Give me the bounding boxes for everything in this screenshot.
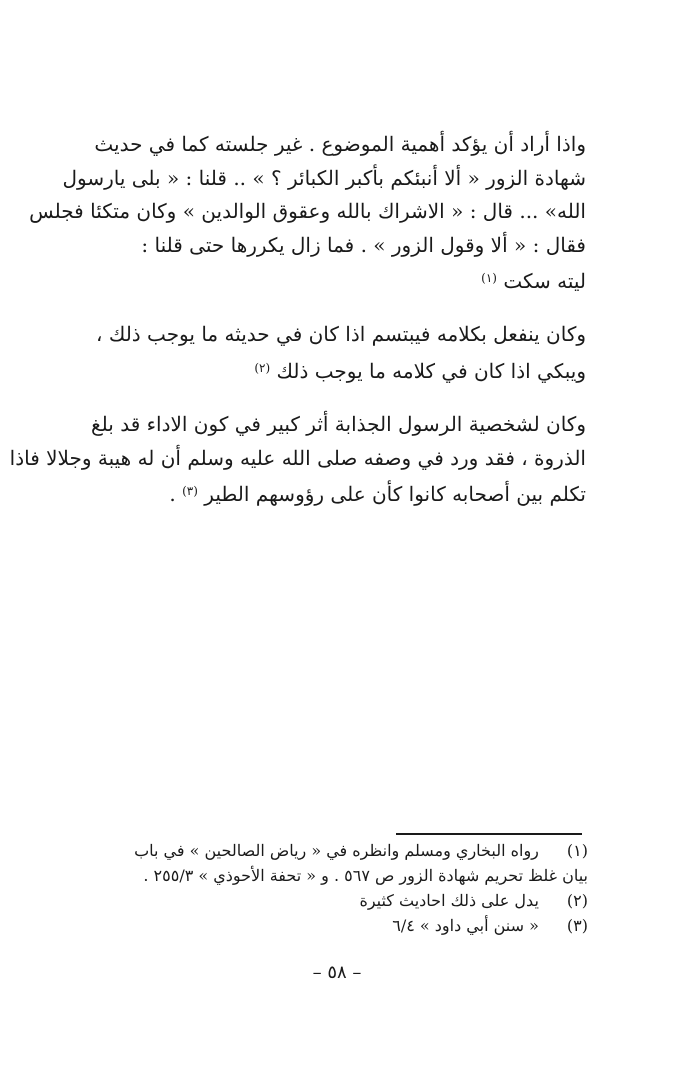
text-line: شهادة الزور « ألا أنبئكم بأكبر الكبائر ؟ » .. قلنا : « بلى يارسول xyxy=(62,165,586,190)
footnote-1-continued xyxy=(66,863,588,888)
footnote-text: رواه البخاري ومسلم وانظره في « رياض الصالحين » في باب xyxy=(134,841,539,860)
footnote-number: (٢) xyxy=(566,891,588,910)
text-fragment: ليته سكت xyxy=(503,269,586,293)
text-line: فقال : « ألا وقول الزور » . فما زال يكررها حتى قلنا : xyxy=(141,232,586,257)
footnote-number: (١) xyxy=(566,841,588,860)
footnote-ref-3: (٣) xyxy=(182,484,198,498)
footnote-text: يدل على ذلك احاديث كثيرة xyxy=(359,891,539,910)
footnote-2 xyxy=(66,888,588,913)
text-line: الذروة ، فقد ورد في وصفه صلى الله عليه وسلم أن له هيبة وجلالا فاذا xyxy=(9,445,586,470)
text-fragment: ويبكي اذا كان في كلامه ما يوجب ذلك xyxy=(276,358,586,383)
footnote-text: « سنن أبي داود » ٦/٤ xyxy=(392,916,539,935)
footnote-ref-1: (١) xyxy=(481,271,497,285)
text-line: وكان لشخصية الرسول الجذابة أثر كبير في كون الاداء قد بلغ xyxy=(91,412,586,436)
page-number: – ٥٨ – xyxy=(312,962,362,983)
footnotes xyxy=(66,838,588,938)
text-line: وكان ينفعل بكلامه فيبتسم اذا كان في حديثه ما يوجب ذلك ، xyxy=(96,322,586,346)
footnote-1 xyxy=(66,838,588,863)
footnote-text: بيان غلظ تحريم شهادة الزور ص ٥٦٧ . و « تحفة الأحوذي » ٢٥٥/٣ . xyxy=(143,866,588,885)
text-line: الله» ... قال : « الاشراك بالله وعقوق الوالدين » وكان متكئا فجلس xyxy=(29,199,586,223)
text-fragment: تكلم بين أصحابه كانوا كأن على رؤوسهم الطير xyxy=(204,482,586,506)
paragraph-personality xyxy=(9,408,586,512)
sentence-end: . xyxy=(169,482,176,506)
text-line xyxy=(66,475,586,512)
paragraph-emphasis xyxy=(29,128,586,299)
footnote-3 xyxy=(66,913,588,938)
text-line: واذا أراد أن يؤكد أهمية الموضوع . غير جلسته كما في حديث xyxy=(94,132,586,156)
text-line xyxy=(66,262,586,299)
footnote-number: (٣) xyxy=(566,916,588,935)
paragraph-emotion xyxy=(66,318,586,388)
footnote-ref-2: (٢) xyxy=(254,360,271,375)
text-line xyxy=(66,352,586,389)
footnote-divider xyxy=(396,833,582,835)
